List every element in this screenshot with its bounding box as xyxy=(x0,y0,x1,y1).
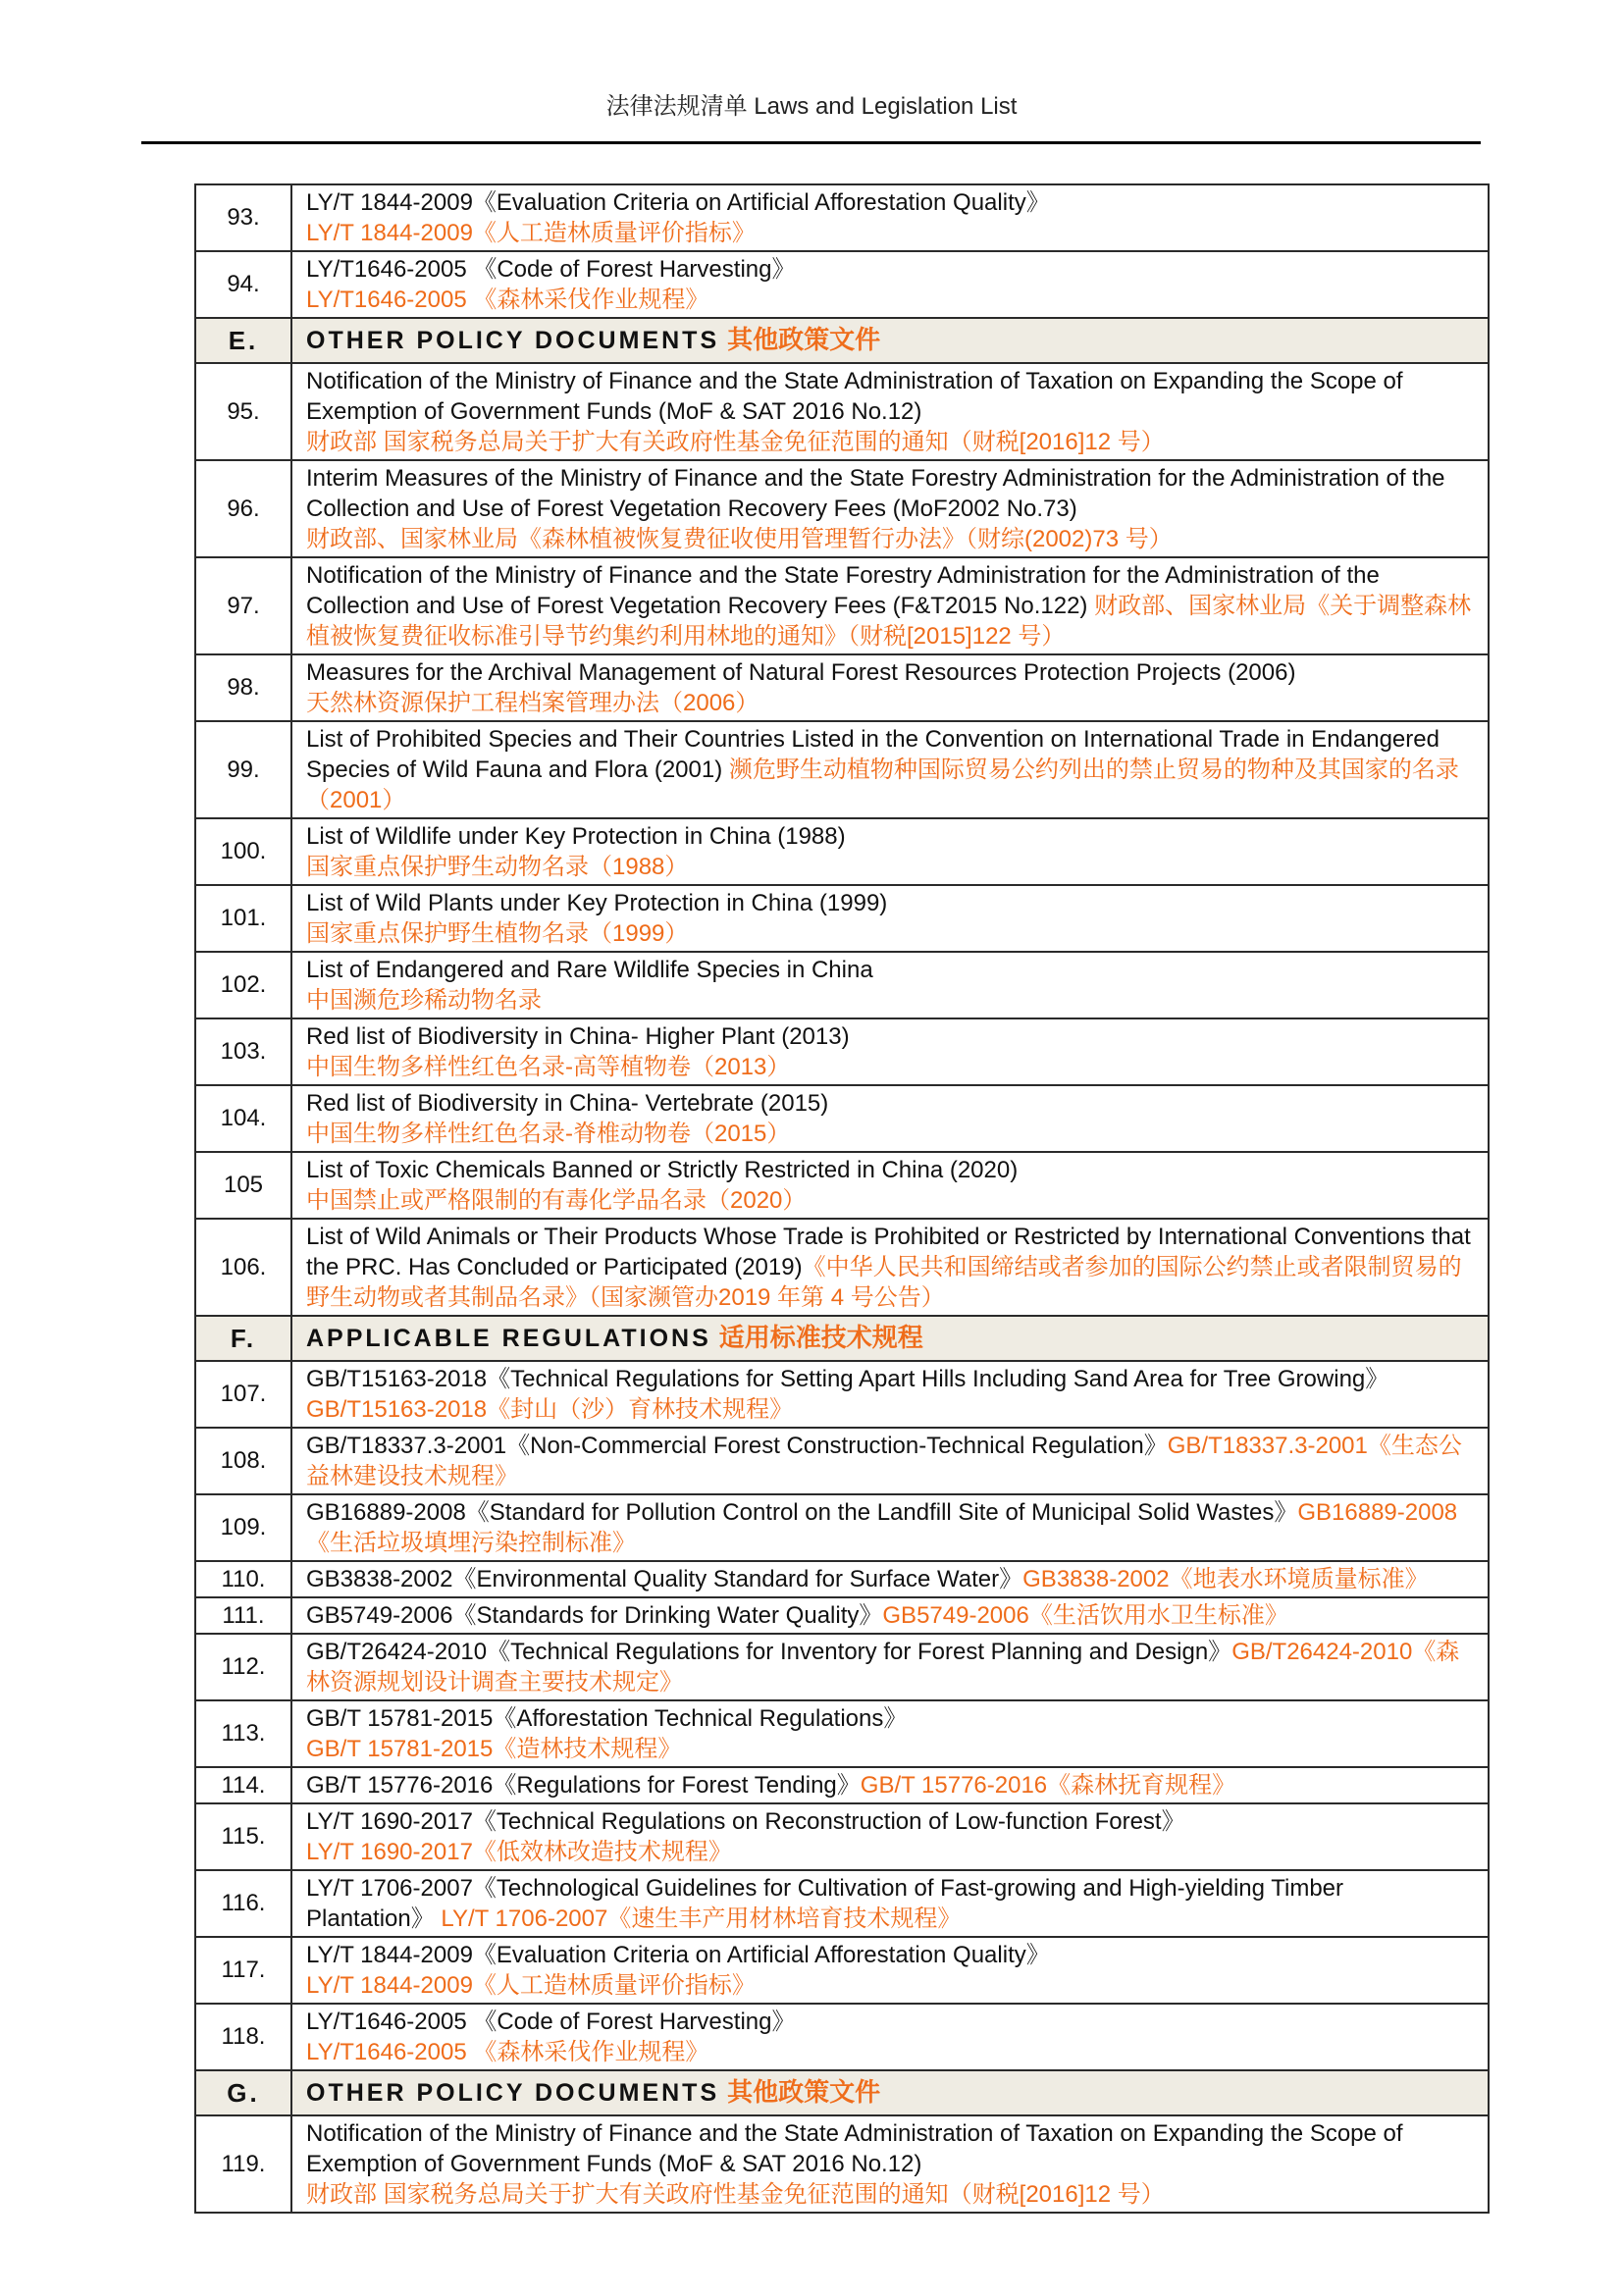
regulation-title-en: Notification of the Ministry of Finance and the State Administration of Taxation on Expanding the Scope of Exemption of Government Funds (MoF & SAT 2016 No.12) xyxy=(306,368,1403,425)
table-row xyxy=(195,184,1489,251)
regulation-title-zh: 财政部、国家林业局《森林植被恢复费征收使用管理暂行办法》（财综(2002)73 号） xyxy=(306,526,1173,552)
regulation-title-en: Measures for the Archival Management of Natural Forest Resources Protection Projects (2006) xyxy=(306,659,1296,686)
regulation-entry xyxy=(291,1085,1489,1152)
regulation-title-en: GB16889-2008《Standard for Pollution Control on the Landfill Site of Municipal Solid Wastes》 xyxy=(306,1499,1298,1526)
regulation-title-zh: LY/T 1844-2009《人工造林质量评价指标》 xyxy=(306,1972,756,1999)
table-row xyxy=(195,1870,1489,1937)
regulation-title-en: Interim Measures of the Ministry of Finance and the State Forestry Administration for the Administration of the Collection and Use of Forest Vegetation Recovery Fees (MoF2002 No.73) xyxy=(306,465,1445,522)
section-header-row xyxy=(195,2070,1489,2115)
row-number: 113. xyxy=(195,1700,291,1767)
table-row xyxy=(195,363,1489,460)
regulation-title-zh: 国家重点保护野生植物名录（1999） xyxy=(306,920,689,947)
section-title xyxy=(291,2070,1489,2115)
row-number: 109. xyxy=(195,1494,291,1561)
row-number: 116. xyxy=(195,1870,291,1937)
table-row xyxy=(195,1767,1489,1803)
regulation-title-zh: 中国生物多样性红色名录-高等植物卷（2013） xyxy=(306,1054,791,1080)
regulation-title-en: LY/T 1844-2009《Evaluation Criteria on Artificial Afforestation Quality》 xyxy=(306,189,1050,216)
regulation-title-en: GB/T18337.3-2001《Non-Commercial Forest Construction-Technical Regulation》 xyxy=(306,1433,1168,1459)
regulation-title-zh: 中国生物多样性红色名录-脊椎动物卷（2015） xyxy=(306,1121,791,1147)
table-row xyxy=(195,885,1489,952)
regulation-title-en: List of Endangered and Rare Wildlife Species in China xyxy=(306,957,873,983)
regulation-title-en: GB/T 15781-2015《Afforestation Technical Regulations》 xyxy=(306,1705,908,1732)
regulation-title-zh: 中国禁止或严格限制的有毒化学品名录（2020） xyxy=(306,1187,807,1214)
table-row xyxy=(195,1937,1489,2004)
table-row xyxy=(195,1152,1489,1219)
row-number: 111. xyxy=(195,1597,291,1634)
regulation-entry xyxy=(291,1361,1489,1428)
row-number: 115. xyxy=(195,1803,291,1870)
section-title-en: OTHER POLICY DOCUMENTS xyxy=(306,327,720,354)
regulation-title-zh: 财政部、国家林业局《关于调整森林植被恢复费征收标准引导节约集约利用林地的通知》（财税[2015]122 号） xyxy=(306,593,1472,650)
regulation-title-zh: GB5749-2006《生活饮用水卫生标准》 xyxy=(882,1602,1288,1629)
header-divider xyxy=(141,141,1481,144)
regulation-entry xyxy=(291,1634,1489,1700)
section-title-zh: 其他政策文件 xyxy=(727,2077,881,2107)
section-title-en: OTHER POLICY DOCUMENTS xyxy=(306,2079,720,2107)
table-row xyxy=(195,1219,1489,1316)
regulation-title-zh: 中国濒危珍稀动物名录 xyxy=(306,987,542,1014)
row-number: 93. xyxy=(195,184,291,251)
section-title xyxy=(291,1316,1489,1361)
regulation-title-en: GB/T 15776-2016《Regulations for Forest Tending》 xyxy=(306,1772,861,1799)
regulation-entry xyxy=(291,2115,1489,2213)
regulation-title-zh: 财政部 国家税务总局关于扩大有关政府性基金免征范围的通知（财税[2016]12 号） xyxy=(306,2181,1165,2208)
regulation-title-zh: 国家重点保护野生动物名录（1988） xyxy=(306,854,689,880)
regulation-entry xyxy=(291,1803,1489,1870)
row-number: 110. xyxy=(195,1561,291,1597)
row-number: 119. xyxy=(195,2115,291,2213)
regulation-entry xyxy=(291,2004,1489,2070)
row-number: 107. xyxy=(195,1361,291,1428)
table-row xyxy=(195,1700,1489,1767)
table-row xyxy=(195,1597,1489,1634)
table-row xyxy=(195,1018,1489,1085)
section-title xyxy=(291,318,1489,363)
regulation-title-en: List of Wildlife under Key Protection in China (1988) xyxy=(306,823,846,850)
regulation-title-zh: LY/T1646-2005 《森林采伐作业规程》 xyxy=(306,287,709,313)
regulation-title-en: List of Wild Animals or Their Products Whose Trade is Prohibited or Restricted by International Conventions that the PRC. Has Concluded or Participated (2019) xyxy=(306,1224,1471,1280)
row-number: 100. xyxy=(195,818,291,885)
row-number: 96. xyxy=(195,460,291,557)
row-number: 95. xyxy=(195,363,291,460)
regulation-title-zh: 财政部 国家税务总局关于扩大有关政府性基金免征范围的通知（财税[2016]12 号） xyxy=(306,429,1165,455)
row-number: 98. xyxy=(195,654,291,721)
row-number: 105 xyxy=(195,1152,291,1219)
row-number: 112. xyxy=(195,1634,291,1700)
regulation-title-en: LY/T1646-2005 《Code of Forest Harvesting》 xyxy=(306,2009,796,2035)
table-row xyxy=(195,251,1489,318)
table-row xyxy=(195,2115,1489,2213)
table-row xyxy=(195,1561,1489,1597)
regulation-title-en: LY/T 1844-2009《Evaluation Criteria on Artificial Afforestation Quality》 xyxy=(306,1942,1050,1968)
regulation-title-zh: LY/T 1706-2007《速生丰产用材林培育技术规程》 xyxy=(441,1905,962,1932)
regulation-title-zh: LY/T1646-2005 《森林采伐作业规程》 xyxy=(306,2039,709,2065)
regulation-title-en: List of Toxic Chemicals Banned or Strictly Restricted in China (2020) xyxy=(306,1157,1019,1183)
table-row xyxy=(195,654,1489,721)
regulation-title-zh: 天然林资源保护工程档案管理办法（2006） xyxy=(306,690,759,716)
row-number: 103. xyxy=(195,1018,291,1085)
regulation-title-en: LY/T 1706-2007《Technological Guidelines for Cultivation of Fast-growing and High-yielding Timber Plantation》 xyxy=(306,1875,1344,1932)
table-row xyxy=(195,1634,1489,1700)
regulation-title-en: Notification of the Ministry of Finance and the State Administration of Taxation on Expanding the Scope of Exemption of Government Funds (MoF & SAT 2016 No.12) xyxy=(306,2120,1403,2177)
regulation-title-zh: 《中华人民共和国缔结或者参加的国际公约禁止或者限制贸易的野生动物或者其制品名录》（国家濒管办2019 年第 4 号公告） xyxy=(306,1254,1462,1311)
legislation-table xyxy=(194,183,1490,2214)
regulation-title-en: LY/T 1690-2017《Technical Regulations on Reconstruction of Low-function Forest》 xyxy=(306,1808,1185,1835)
section-header-row xyxy=(195,318,1489,363)
table-row xyxy=(195,721,1489,818)
regulation-title-en: Notification of the Ministry of Finance and the State Forestry Administration for the Administration of the Collection and Use of Forest Vegetation Recovery Fees (F&T2015 No.122) xyxy=(306,562,1380,619)
table-row xyxy=(195,1428,1489,1494)
table-row xyxy=(195,460,1489,557)
regulation-entry xyxy=(291,1018,1489,1085)
row-number: 101. xyxy=(195,885,291,952)
regulation-title-en: LY/T1646-2005 《Code of Forest Harvesting》 xyxy=(306,256,796,283)
page-header-title: 法律法规清单 Laws and Legislation List xyxy=(605,93,1018,120)
regulation-entry xyxy=(291,1561,1489,1597)
regulation-entry xyxy=(291,1937,1489,2004)
regulation-entry xyxy=(291,721,1489,818)
section-letter: G. xyxy=(195,2070,291,2115)
regulation-entry xyxy=(291,885,1489,952)
table-row xyxy=(195,1085,1489,1152)
regulation-title-zh: LY/T 1690-2017《低效林改造技术规程》 xyxy=(306,1839,732,1865)
row-number: 108. xyxy=(195,1428,291,1494)
table-row xyxy=(195,2004,1489,2070)
regulation-title-zh: 濒危野生动植物种国际贸易公约列出的禁止贸易的物种及其国家的名录（2001） xyxy=(306,757,1459,813)
regulation-title-en: List of Prohibited Species and Their Countries Listed in the Convention on International Trade in Endangered Species of Wild Fauna and Flora (2001) xyxy=(306,726,1440,783)
regulation-title-en: GB3838-2002《Environmental Quality Standard for Surface Water》 xyxy=(306,1566,1023,1592)
regulation-title-en: GB5749-2006《Standards for Drinking Water Quality》 xyxy=(306,1602,883,1629)
regulation-entry xyxy=(291,952,1489,1018)
section-letter: E. xyxy=(195,318,291,363)
regulation-entry xyxy=(291,1428,1489,1494)
row-number: 97. xyxy=(195,557,291,654)
row-number: 94. xyxy=(195,251,291,318)
regulation-title-en: GB/T15163-2018《Technical Regulations for Setting Apart Hills Including Sand Area for Tree Growing》 xyxy=(306,1366,1389,1392)
regulation-entry xyxy=(291,557,1489,654)
regulation-title-en: Red list of Biodiversity in China- Vertebrate (2015) xyxy=(306,1090,829,1117)
section-letter: F. xyxy=(195,1316,291,1361)
regulation-entry xyxy=(291,1152,1489,1219)
regulation-title-zh: LY/T 1844-2009《人工造林质量评价指标》 xyxy=(306,220,756,246)
regulation-entry xyxy=(291,363,1489,460)
table-row xyxy=(195,1803,1489,1870)
row-number: 106. xyxy=(195,1219,291,1316)
row-number: 102. xyxy=(195,952,291,1018)
regulation-entry xyxy=(291,1494,1489,1561)
regulation-entry xyxy=(291,1219,1489,1316)
regulation-entry xyxy=(291,1870,1489,1937)
row-number: 104. xyxy=(195,1085,291,1152)
regulation-title-zh: GB3838-2002《地表水环境质量标准》 xyxy=(1022,1566,1429,1592)
section-title-en: APPLICABLE REGULATIONS xyxy=(306,1325,711,1352)
regulation-title-en: GB/T26424-2010《Technical Regulations for Inventory for Forest Planning and Design》 xyxy=(306,1639,1232,1665)
row-number: 118. xyxy=(195,2004,291,2070)
section-header-row xyxy=(195,1316,1489,1361)
regulation-entry xyxy=(291,654,1489,721)
regulation-entry xyxy=(291,1597,1489,1634)
table-row xyxy=(195,952,1489,1018)
regulation-title-en: List of Wild Plants under Key Protection in China (1999) xyxy=(306,890,888,916)
row-number: 114. xyxy=(195,1767,291,1803)
regulation-entry xyxy=(291,460,1489,557)
regulation-title-zh: GB/T18337.3-2001《生态公益林建设技术规程》 xyxy=(306,1433,1462,1489)
regulation-title-zh: GB/T 15776-2016《森林抚育规程》 xyxy=(860,1772,1236,1799)
table-row xyxy=(195,1494,1489,1561)
section-title-zh: 适用标准技术规程 xyxy=(718,1323,923,1352)
row-number: 117. xyxy=(195,1937,291,2004)
legislation-table-body xyxy=(195,184,1489,2213)
section-title-zh: 其他政策文件 xyxy=(727,325,881,354)
table-row xyxy=(195,1361,1489,1428)
regulation-entry xyxy=(291,251,1489,318)
table-row xyxy=(195,557,1489,654)
regulation-title-zh: GB/T 15781-2015《造林技术规程》 xyxy=(306,1736,682,1762)
regulation-title-en: Red list of Biodiversity in China- Higher Plant (2013) xyxy=(306,1023,850,1050)
table-row xyxy=(195,818,1489,885)
row-number: 99. xyxy=(195,721,291,818)
regulation-title-zh: GB/T15163-2018《封山（沙）育林技术规程》 xyxy=(306,1396,794,1423)
regulation-entry xyxy=(291,818,1489,885)
regulation-title-zh: GB16889-2008《生活垃圾填埋污染控制标准》 xyxy=(306,1499,1458,1556)
regulation-entry xyxy=(291,184,1489,251)
regulation-entry xyxy=(291,1700,1489,1767)
regulation-entry xyxy=(291,1767,1489,1803)
regulation-title-zh: GB/T26424-2010《森林资源规划设计调查主要技术规定》 xyxy=(306,1639,1460,1696)
